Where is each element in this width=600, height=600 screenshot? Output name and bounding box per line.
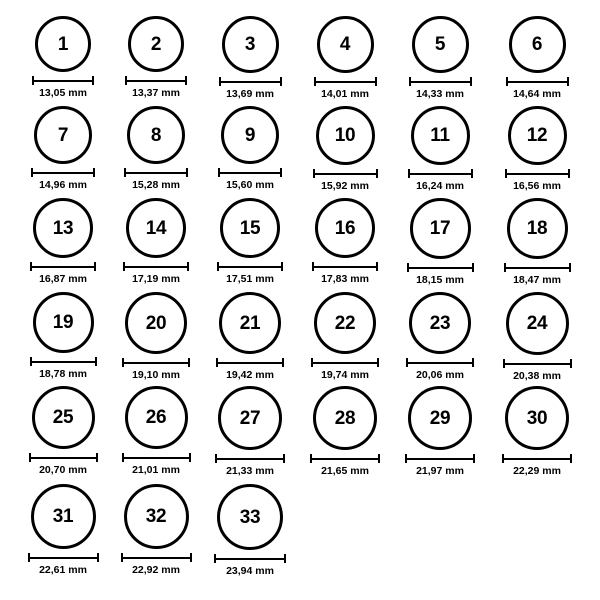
measure-line: [314, 81, 377, 83]
measure-tick-right: [92, 76, 94, 85]
ring-size-number: 29: [429, 407, 451, 429]
ring-size-number: 11: [430, 125, 450, 146]
ring-diameter-label: 21,33 mm: [226, 465, 274, 477]
diameter-measure-bar: [408, 169, 473, 178]
ring-diameter-label: 14,96 mm: [39, 179, 87, 191]
ring-size-item: [111, 16, 201, 99]
ring-size-item: [18, 198, 108, 285]
measure-tick-right: [97, 553, 99, 562]
ring-circle: [33, 292, 94, 353]
ring-circle: [505, 386, 569, 450]
ring-diameter-label: 22,61 mm: [39, 564, 87, 576]
ring-size-number: 4: [339, 34, 351, 55]
measure-line: [28, 557, 99, 559]
measure-tick-right: [95, 357, 97, 366]
ring-diameter-label: 21,97 mm: [416, 465, 464, 477]
diameter-measure-bar: [32, 76, 94, 85]
ring-diameter-label: 15,92 mm: [321, 180, 369, 192]
ring-diameter-label: 17,83 mm: [321, 273, 369, 285]
ring-diameter-label: 20,70 mm: [39, 464, 87, 476]
measure-tick-right: [376, 262, 378, 271]
ring-size-number: 33: [239, 506, 261, 528]
ring-size-item: [111, 106, 201, 191]
measure-line: [505, 173, 570, 175]
diameter-measure-bar: [405, 454, 475, 463]
measure-tick-right: [570, 454, 572, 463]
diameter-measure-bar: [217, 262, 283, 271]
diameter-measure-bar: [28, 553, 99, 562]
ring-size-item: [111, 386, 201, 476]
ring-size-item: [395, 386, 485, 477]
ring-size-number: 23: [429, 312, 451, 334]
diameter-measure-bar: [503, 359, 572, 368]
diameter-measure-bar: [506, 77, 569, 86]
measure-line: [122, 362, 190, 364]
ring-size-number: 18: [526, 218, 548, 239]
ring-diameter-label: 15,60 mm: [226, 179, 274, 191]
ring-size-number: 24: [526, 313, 548, 334]
ring-size-item: [205, 484, 295, 577]
ring-size-number: 15: [239, 217, 261, 239]
measure-line: [506, 81, 569, 83]
diameter-measure-bar: [313, 169, 378, 178]
ring-size-number: 28: [334, 407, 356, 429]
ring-diameter-label: 19,10 mm: [132, 369, 180, 381]
ring-diameter-label: 13,37 mm: [132, 87, 180, 99]
ring-size-item: [18, 106, 108, 191]
ring-size-item: [395, 198, 485, 286]
ring-size-item: [18, 484, 108, 576]
ring-size-number: 13: [52, 217, 74, 239]
measure-tick-right: [376, 169, 378, 178]
diameter-measure-bar: [123, 262, 189, 271]
measure-tick-right: [190, 553, 192, 562]
ring-size-number: 10: [334, 125, 356, 146]
ring-size-item: [300, 198, 390, 285]
ring-diameter-label: 17,51 mm: [226, 273, 274, 285]
ring-circle: [408, 386, 472, 450]
measure-line: [503, 363, 572, 365]
measure-line: [313, 173, 378, 175]
ring-diameter-label: 23,94 mm: [226, 565, 274, 577]
measure-tick-right: [378, 454, 380, 463]
measure-line: [405, 458, 475, 460]
ring-size-item: [492, 106, 582, 192]
diameter-measure-bar: [31, 168, 95, 177]
ring-size-item: [205, 292, 295, 381]
ring-size-number: 26: [145, 407, 167, 428]
ring-diameter-label: 13,05 mm: [39, 87, 87, 99]
measure-tick-right: [96, 453, 98, 462]
diameter-measure-bar: [122, 358, 190, 367]
diameter-measure-bar: [30, 262, 96, 271]
ring-circle: [35, 16, 91, 72]
ring-size-item: [205, 386, 295, 477]
ring-size-number: 27: [239, 407, 261, 429]
ring-diameter-label: 18,15 mm: [416, 274, 464, 286]
diameter-measure-bar: [310, 454, 380, 463]
ring-size-item: [395, 106, 485, 192]
ring-size-number: 9: [244, 124, 256, 146]
ring-size-item: [18, 292, 108, 380]
ring-diameter-label: 15,28 mm: [132, 179, 180, 191]
ring-size-number: 20: [145, 312, 167, 334]
measure-line: [124, 172, 188, 174]
ring-diameter-label: 21,01 mm: [132, 464, 180, 476]
diameter-measure-bar: [218, 168, 282, 177]
diameter-measure-bar: [215, 454, 285, 463]
measure-line: [125, 80, 187, 82]
ring-size-item: [300, 292, 390, 381]
ring-diameter-label: 14,33 mm: [416, 88, 464, 100]
ring-size-number: 16: [334, 217, 356, 239]
ring-size-item: [300, 386, 390, 477]
measure-line: [214, 558, 286, 560]
ring-circle: [34, 106, 92, 164]
ring-size-item: [205, 16, 295, 100]
ring-diameter-label: 13,69 mm: [226, 88, 274, 100]
ring-circle: [508, 106, 567, 165]
measure-tick-right: [375, 77, 377, 86]
measure-tick-right: [186, 168, 188, 177]
ring-size-item: [111, 198, 201, 285]
ring-diameter-label: 19,74 mm: [321, 369, 369, 381]
measure-line: [216, 362, 284, 364]
ring-diameter-label: 18,78 mm: [39, 368, 87, 380]
measure-tick-right: [377, 358, 379, 367]
measure-line: [408, 173, 473, 175]
ring-circle: [126, 198, 186, 258]
measure-tick-right: [472, 358, 474, 367]
measure-line: [30, 361, 97, 363]
ring-size-item: [111, 292, 201, 381]
measure-tick-right: [567, 77, 569, 86]
measure-tick-right: [569, 263, 571, 272]
diameter-measure-bar: [29, 453, 98, 462]
measure-tick-right: [570, 359, 572, 368]
diameter-measure-bar: [407, 263, 474, 272]
ring-circle: [411, 106, 470, 165]
measure-line: [311, 362, 379, 364]
ring-circle: [221, 106, 279, 164]
ring-size-item: [492, 292, 582, 382]
measure-line: [30, 266, 96, 268]
ring-size-number: 21: [239, 312, 261, 334]
ring-size-number: 3: [244, 34, 256, 55]
measure-tick-right: [187, 262, 189, 271]
ring-circle: [128, 16, 184, 72]
ring-size-number: 7: [57, 124, 69, 146]
ring-size-number: 31: [52, 506, 74, 527]
ring-diameter-label: 16,56 mm: [513, 180, 561, 192]
ring-size-item: [492, 16, 582, 100]
ring-circle: [125, 292, 187, 354]
diameter-measure-bar: [214, 554, 286, 563]
diameter-measure-bar: [502, 454, 572, 463]
measure-tick-right: [472, 263, 474, 272]
diameter-measure-bar: [406, 358, 474, 367]
ring-circle: [220, 198, 280, 258]
ring-circle: [127, 106, 185, 164]
diameter-measure-bar: [30, 357, 97, 366]
measure-line: [32, 80, 94, 82]
ring-circle: [217, 484, 283, 550]
ring-diameter-label: 19,42 mm: [226, 369, 274, 381]
ring-size-number: 1: [57, 33, 69, 55]
ring-circle: [219, 292, 281, 354]
measure-line: [406, 362, 474, 364]
ring-size-number: 19: [52, 312, 74, 333]
ring-size-item: [18, 386, 108, 476]
ring-circle: [218, 386, 282, 450]
measure-line: [31, 172, 95, 174]
measure-line: [218, 172, 282, 174]
measure-tick-right: [280, 168, 282, 177]
ring-size-number: 32: [145, 506, 167, 527]
measure-tick-right: [283, 454, 285, 463]
ring-circle: [409, 292, 471, 354]
ring-circle: [507, 198, 568, 259]
ring-diameter-label: 20,06 mm: [416, 369, 464, 381]
ring-size-number: 17: [429, 218, 451, 239]
ring-circle: [125, 386, 188, 449]
measure-tick-right: [471, 169, 473, 178]
ring-size-number: 2: [150, 33, 162, 55]
measure-line: [122, 457, 191, 459]
ring-diameter-label: 17,19 mm: [132, 273, 180, 285]
ring-diameter-label: 16,24 mm: [416, 180, 464, 192]
ring-diameter-label: 22,92 mm: [132, 564, 180, 576]
ring-size-item: [18, 16, 108, 99]
ring-circle: [314, 292, 376, 354]
measure-tick-right: [568, 169, 570, 178]
ring-size-number: 8: [150, 124, 162, 146]
diameter-measure-bar: [409, 77, 472, 86]
ring-circle: [509, 16, 566, 73]
diameter-measure-bar: [505, 169, 570, 178]
ring-size-number: 14: [145, 217, 167, 239]
measure-line: [502, 458, 572, 460]
ring-diameter-label: 14,01 mm: [321, 88, 369, 100]
measure-tick-right: [473, 454, 475, 463]
measure-line: [409, 81, 472, 83]
measure-line: [407, 267, 474, 269]
measure-line: [219, 81, 282, 83]
measure-line: [312, 266, 378, 268]
ring-size-number: 6: [531, 34, 543, 55]
ring-size-item: [111, 484, 201, 576]
ring-circle: [33, 198, 93, 258]
ring-diameter-label: 16,87 mm: [39, 273, 87, 285]
measure-line: [29, 457, 98, 459]
measure-tick-right: [93, 168, 95, 177]
measure-tick-right: [189, 453, 191, 462]
ring-size-number: 30: [526, 407, 548, 429]
diameter-measure-bar: [125, 76, 187, 85]
diameter-measure-bar: [121, 553, 192, 562]
ring-size-number: 5: [434, 34, 446, 55]
diameter-measure-bar: [216, 358, 284, 367]
ring-diameter-label: 22,29 mm: [513, 465, 561, 477]
measure-line: [217, 266, 283, 268]
ring-circle: [317, 16, 374, 73]
measure-tick-right: [281, 262, 283, 271]
ring-circle: [124, 484, 189, 549]
measure-tick-right: [282, 358, 284, 367]
diameter-measure-bar: [122, 453, 191, 462]
diameter-measure-bar: [312, 262, 378, 271]
measure-tick-right: [188, 358, 190, 367]
ring-circle: [506, 292, 569, 355]
ring-diameter-label: 14,64 mm: [513, 88, 561, 100]
ring-size-item: [205, 106, 295, 191]
ring-size-item: [492, 198, 582, 286]
measure-line: [310, 458, 380, 460]
ring-diameter-label: 20,38 mm: [513, 370, 561, 382]
measure-tick-right: [280, 77, 282, 86]
ring-diameter-label: 21,65 mm: [321, 465, 369, 477]
diameter-measure-bar: [219, 77, 282, 86]
ring-size-number: 22: [334, 312, 356, 334]
ring-size-item: [300, 106, 390, 192]
ring-size-number: 12: [526, 125, 548, 146]
measure-tick-right: [470, 77, 472, 86]
ring-diameter-label: 18,47 mm: [513, 274, 561, 286]
ring-circle: [31, 484, 96, 549]
measure-line: [504, 267, 571, 269]
measure-tick-right: [284, 554, 286, 563]
ring-size-item: [205, 198, 295, 285]
diameter-measure-bar: [504, 263, 571, 272]
diameter-measure-bar: [311, 358, 379, 367]
ring-size-item: [395, 292, 485, 381]
measure-line: [123, 266, 189, 268]
diameter-measure-bar: [314, 77, 377, 86]
ring-circle: [316, 106, 375, 165]
measure-tick-right: [94, 262, 96, 271]
ring-circle: [222, 16, 279, 73]
ring-circle: [32, 386, 95, 449]
measure-line: [215, 458, 285, 460]
ring-circle: [410, 198, 471, 259]
measure-tick-right: [185, 76, 187, 85]
ring-circle: [412, 16, 469, 73]
ring-size-item: [492, 386, 582, 477]
ring-size-number: 25: [52, 407, 74, 428]
ring-size-item: [395, 16, 485, 100]
ring-circle: [313, 386, 377, 450]
measure-line: [121, 557, 192, 559]
diameter-measure-bar: [124, 168, 188, 177]
ring-circle: [315, 198, 375, 258]
ring-size-item: [300, 16, 390, 100]
